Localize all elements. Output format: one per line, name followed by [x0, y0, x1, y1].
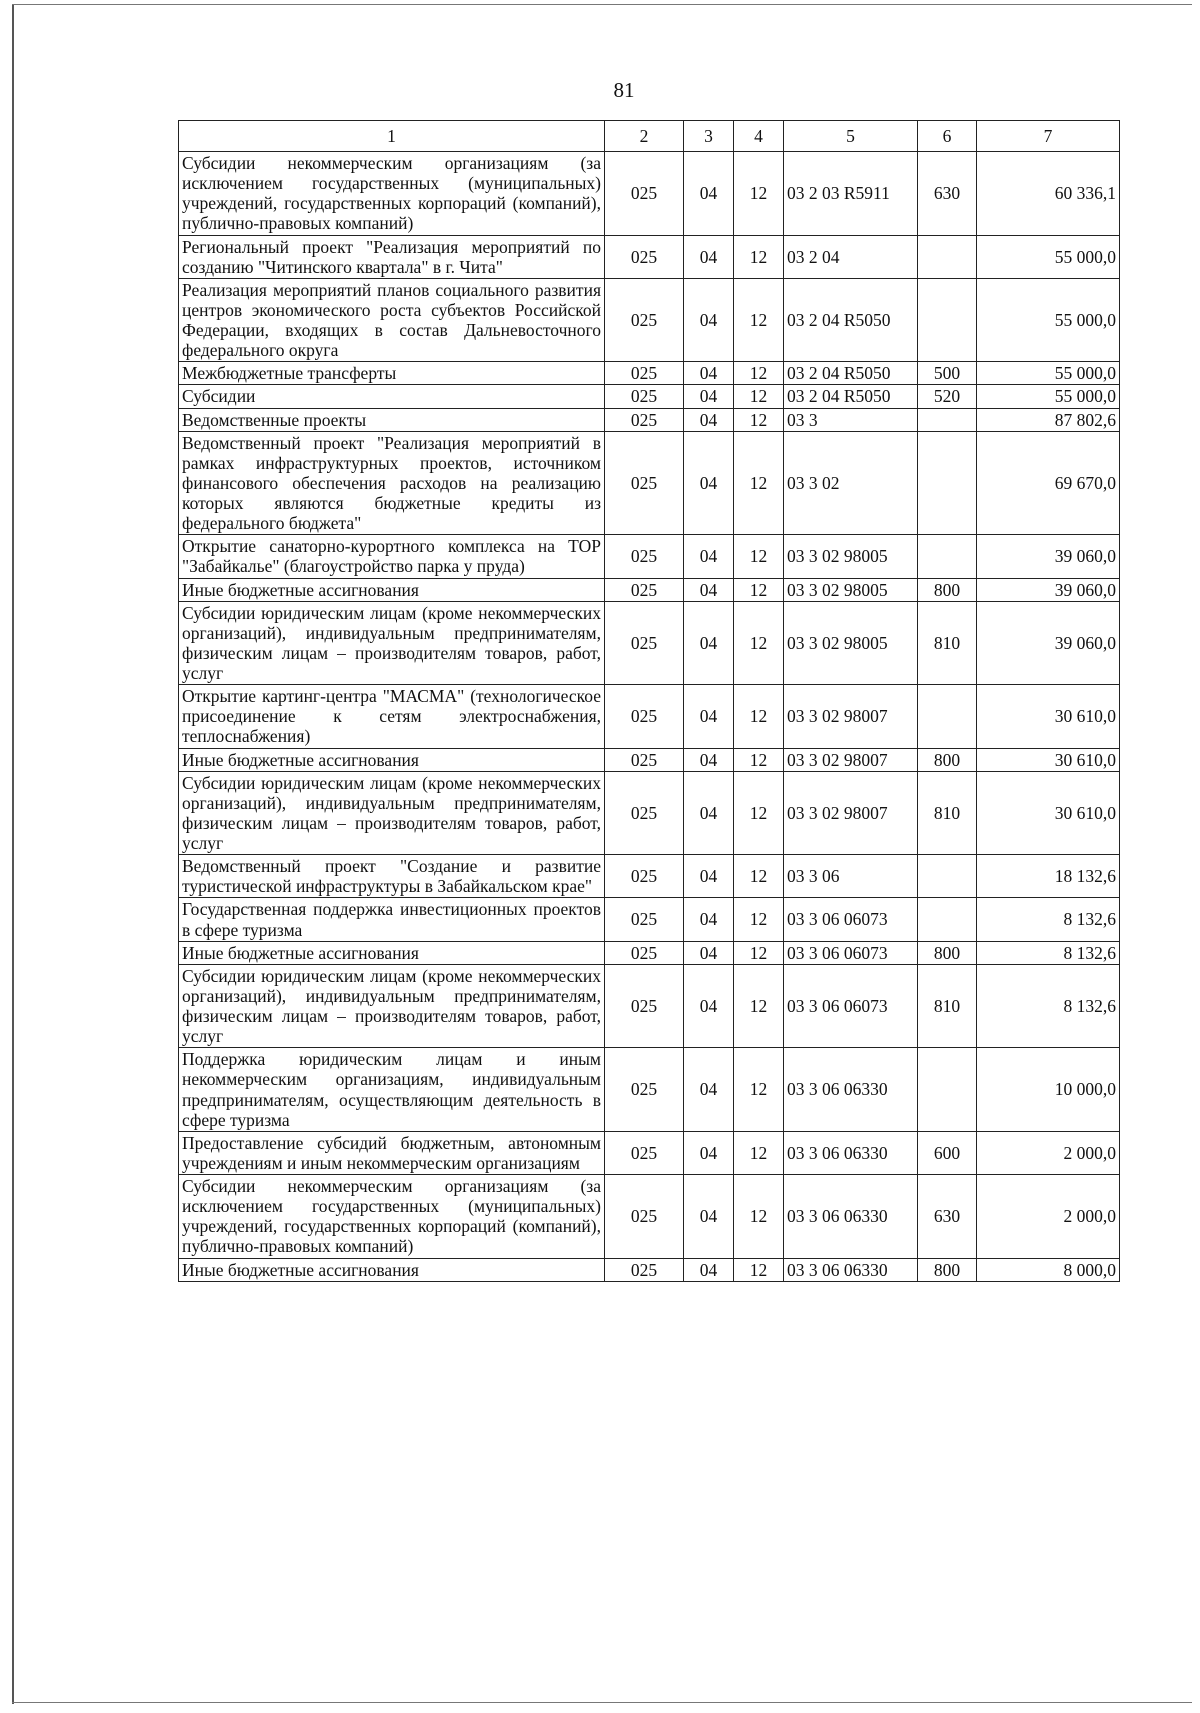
row-col4-cell: 12 [734, 1048, 784, 1132]
row-col2-cell: 025 [605, 362, 684, 385]
row-code-cell: 03 3 06 [784, 855, 918, 898]
row-amount-cell: 55 000,0 [977, 278, 1120, 362]
row-col4-cell: 12 [734, 278, 784, 362]
table-row [179, 278, 1120, 362]
row-amount-cell: 39 060,0 [977, 578, 1120, 601]
row-col3-cell: 04 [684, 1258, 734, 1281]
row-col6-cell: 800 [918, 578, 977, 601]
table-row [179, 1048, 1120, 1132]
row-amount-cell: 55 000,0 [977, 235, 1120, 278]
row-amount-cell: 8 132,6 [977, 898, 1120, 941]
row-name-cell: Межбюджетные трансферты [179, 362, 605, 385]
row-code-cell: 03 2 04 R5050 [784, 278, 918, 362]
row-col3-cell: 04 [684, 535, 734, 578]
row-col2-cell: 025 [605, 855, 684, 898]
header-cell: 2 [605, 121, 684, 152]
row-col2-cell: 025 [605, 1048, 684, 1132]
row-col3-cell: 04 [684, 1131, 734, 1174]
row-amount-cell: 10 000,0 [977, 1048, 1120, 1132]
row-col3-cell: 04 [684, 408, 734, 431]
row-col4-cell: 12 [734, 941, 784, 964]
row-code-cell: 03 3 06 06073 [784, 898, 918, 941]
row-col6-cell: 500 [918, 362, 977, 385]
row-col2-cell: 025 [605, 771, 684, 855]
row-amount-cell: 69 670,0 [977, 431, 1120, 535]
row-col2-cell: 025 [605, 578, 684, 601]
row-amount-cell: 39 060,0 [977, 601, 1120, 685]
row-name-cell: Региональный проект "Реализация мероприятий по созданию "Читинского квартала" в г. Чита" [179, 235, 605, 278]
row-col4-cell: 12 [734, 535, 784, 578]
header-cell: 5 [784, 121, 918, 152]
table-row [179, 855, 1120, 898]
row-col6-cell: 800 [918, 941, 977, 964]
row-name-cell: Ведомственные проекты [179, 408, 605, 431]
row-col4-cell: 12 [734, 235, 784, 278]
row-col4-cell: 12 [734, 1175, 784, 1259]
row-col6-cell: 810 [918, 771, 977, 855]
row-name-cell: Субсидии [179, 385, 605, 408]
row-col2-cell: 025 [605, 898, 684, 941]
table-row [179, 601, 1120, 685]
row-col2-cell: 025 [605, 685, 684, 748]
table-row [179, 431, 1120, 535]
header-cell: 1 [179, 121, 605, 152]
row-amount-cell: 8 132,6 [977, 941, 1120, 964]
table-row [179, 362, 1120, 385]
row-col4-cell: 12 [734, 898, 784, 941]
row-amount-cell: 55 000,0 [977, 385, 1120, 408]
row-col2-cell: 025 [605, 408, 684, 431]
row-col6-cell [918, 535, 977, 578]
table-row [179, 771, 1120, 855]
row-amount-cell: 39 060,0 [977, 535, 1120, 578]
row-col3-cell: 04 [684, 1048, 734, 1132]
row-col6-cell [918, 431, 977, 535]
row-col3-cell: 04 [684, 152, 734, 236]
row-name-cell: Субсидии юридическим лицам (кроме некоммерческих организаций), индивидуальным предпринимателям, физическим лицам – производителям товаров, работ, услуг [179, 771, 605, 855]
row-name-cell: Реализация мероприятий планов социального развития центров экономического роста субъектов Российской Федерации, входящих в состав Дальневосточного федерального округа [179, 278, 605, 362]
table-row [179, 578, 1120, 601]
row-name-cell: Субсидии некоммерческим организациям (за исключением государственных (муниципальных) учреждений, государственных корпораций (компаний), публично-правовых компаний) [179, 1175, 605, 1259]
row-code-cell: 03 3 02 98007 [784, 748, 918, 771]
row-code-cell: 03 3 02 98007 [784, 771, 918, 855]
table-row [179, 964, 1120, 1048]
row-col4-cell: 12 [734, 152, 784, 236]
row-name-cell: Иные бюджетные ассигнования [179, 748, 605, 771]
row-col4-cell: 12 [734, 408, 784, 431]
row-name-cell: Ведомственный проект "Создание и развитие туристической инфраструктуры в Забайкальском крае" [179, 855, 605, 898]
row-name-cell: Субсидии некоммерческим организациям (за исключением государственных (муниципальных) учреждений, государственных корпораций (компаний), публично-правовых компаний) [179, 152, 605, 236]
row-col3-cell: 04 [684, 941, 734, 964]
row-col6-cell: 810 [918, 601, 977, 685]
row-col6-cell: 630 [918, 1175, 977, 1259]
row-name-cell: Государственная поддержка инвестиционных проектов в сфере туризма [179, 898, 605, 941]
row-col6-cell: 520 [918, 385, 977, 408]
budget-table [178, 120, 1120, 1282]
row-col3-cell: 04 [684, 601, 734, 685]
scan-border-bottom [12, 1702, 1192, 1703]
row-amount-cell: 30 610,0 [977, 771, 1120, 855]
row-col6-cell [918, 898, 977, 941]
table-row [179, 748, 1120, 771]
row-code-cell: 03 3 06 06073 [784, 941, 918, 964]
row-col6-cell [918, 278, 977, 362]
row-code-cell: 03 3 06 06073 [784, 964, 918, 1048]
row-code-cell: 03 3 [784, 408, 918, 431]
row-amount-cell: 30 610,0 [977, 748, 1120, 771]
table-row [179, 1175, 1120, 1259]
row-amount-cell: 2 000,0 [977, 1175, 1120, 1259]
header-cell: 4 [734, 121, 784, 152]
row-col3-cell: 04 [684, 278, 734, 362]
row-amount-cell: 18 132,6 [977, 855, 1120, 898]
row-col6-cell: 800 [918, 748, 977, 771]
table-row [179, 1131, 1120, 1174]
row-code-cell: 03 3 02 [784, 431, 918, 535]
row-amount-cell: 8 132,6 [977, 964, 1120, 1048]
row-col3-cell: 04 [684, 235, 734, 278]
table-row [179, 898, 1120, 941]
row-col4-cell: 12 [734, 385, 784, 408]
row-col3-cell: 04 [684, 362, 734, 385]
row-col3-cell: 04 [684, 431, 734, 535]
table-row [179, 152, 1120, 236]
row-code-cell: 03 2 04 R5050 [784, 362, 918, 385]
row-col3-cell: 04 [684, 898, 734, 941]
row-col3-cell: 04 [684, 685, 734, 748]
row-col6-cell [918, 685, 977, 748]
row-col2-cell: 025 [605, 601, 684, 685]
page-number: 81 [613, 78, 635, 102]
row-col4-cell: 12 [734, 362, 784, 385]
row-col2-cell: 025 [605, 385, 684, 408]
row-col2-cell: 025 [605, 964, 684, 1048]
table-row [179, 685, 1120, 748]
row-col3-cell: 04 [684, 578, 734, 601]
row-col3-cell: 04 [684, 855, 734, 898]
row-col3-cell: 04 [684, 748, 734, 771]
row-col2-cell: 025 [605, 748, 684, 771]
row-name-cell: Открытие картинг-центра "МАСМА" (технологическое присоединение к сетям электроснабжения, теплоснабжения) [179, 685, 605, 748]
row-col4-cell: 12 [734, 685, 784, 748]
row-amount-cell: 2 000,0 [977, 1131, 1120, 1174]
row-col4-cell: 12 [734, 771, 784, 855]
row-col2-cell: 025 [605, 152, 684, 236]
row-col2-cell: 025 [605, 941, 684, 964]
row-code-cell: 03 3 06 06330 [784, 1175, 918, 1259]
row-col6-cell: 630 [918, 152, 977, 236]
table-row [179, 235, 1120, 278]
row-col6-cell [918, 855, 977, 898]
table-row [179, 385, 1120, 408]
row-col4-cell: 12 [734, 578, 784, 601]
row-col3-cell: 04 [684, 1175, 734, 1259]
row-code-cell: 03 3 02 98005 [784, 578, 918, 601]
table-header-row [179, 121, 1120, 152]
row-name-cell: Предоставление субсидий бюджетным, автономным учреждениям и иным некоммерческим организациям [179, 1131, 605, 1174]
row-code-cell: 03 2 04 R5050 [784, 385, 918, 408]
row-col4-cell: 12 [734, 1258, 784, 1281]
row-col2-cell: 025 [605, 431, 684, 535]
row-code-cell: 03 2 03 R5911 [784, 152, 918, 236]
row-col4-cell: 12 [734, 601, 784, 685]
row-col2-cell: 025 [605, 1258, 684, 1281]
row-code-cell: 03 3 02 98005 [784, 601, 918, 685]
row-col4-cell: 12 [734, 964, 784, 1048]
header-cell: 3 [684, 121, 734, 152]
row-amount-cell: 55 000,0 [977, 362, 1120, 385]
row-col4-cell: 12 [734, 855, 784, 898]
row-col4-cell: 12 [734, 748, 784, 771]
row-code-cell: 03 3 06 06330 [784, 1258, 918, 1281]
row-name-cell: Субсидии юридическим лицам (кроме некоммерческих организаций), индивидуальным предпринимателям, физическим лицам – производителям товаров, работ, услуг [179, 964, 605, 1048]
row-col2-cell: 025 [605, 535, 684, 578]
row-col6-cell: 810 [918, 964, 977, 1048]
row-code-cell: 03 3 02 98005 [784, 535, 918, 578]
header-cell: 6 [918, 121, 977, 152]
row-col6-cell: 800 [918, 1258, 977, 1281]
row-col6-cell [918, 408, 977, 431]
row-amount-cell: 30 610,0 [977, 685, 1120, 748]
row-col3-cell: 04 [684, 771, 734, 855]
row-col2-cell: 025 [605, 278, 684, 362]
scan-border-left [12, 4, 14, 1704]
row-col2-cell: 025 [605, 1131, 684, 1174]
table-row [179, 535, 1120, 578]
row-name-cell: Иные бюджетные ассигнования [179, 578, 605, 601]
row-col6-cell [918, 235, 977, 278]
row-name-cell: Ведомственный проект "Реализация мероприятий в рамках инфраструктурных проектов, источником финансового обеспечения расходов на реализацию которых являются бюджетные кредиты из федерального бюджета" [179, 431, 605, 535]
table-body [179, 152, 1120, 1282]
row-name-cell: Субсидии юридическим лицам (кроме некоммерческих организаций), индивидуальным предпринимателям, физическим лицам – производителям товаров, работ, услуг [179, 601, 605, 685]
row-col6-cell [918, 1048, 977, 1132]
row-amount-cell: 8 000,0 [977, 1258, 1120, 1281]
table-row [179, 941, 1120, 964]
row-col3-cell: 04 [684, 385, 734, 408]
table-row [179, 408, 1120, 431]
row-amount-cell: 60 336,1 [977, 152, 1120, 236]
header-cell: 7 [977, 121, 1120, 152]
row-col4-cell: 12 [734, 431, 784, 535]
row-col2-cell: 025 [605, 1175, 684, 1259]
row-col6-cell: 600 [918, 1131, 977, 1174]
row-name-cell: Открытие санаторно-курортного комплекса на ТОР "Забайкалье" (благоустройство парка у пруда) [179, 535, 605, 578]
row-code-cell: 03 2 04 [784, 235, 918, 278]
scan-border-top [12, 4, 1192, 5]
table-row [179, 1258, 1120, 1281]
row-col2-cell: 025 [605, 235, 684, 278]
row-name-cell: Поддержка юридическим лицам и иным некоммерческим организациям, индивидуальным предпринимателям, осуществляющим деятельность в сфере туризма [179, 1048, 605, 1132]
row-code-cell: 03 3 06 06330 [784, 1048, 918, 1132]
row-col4-cell: 12 [734, 1131, 784, 1174]
row-name-cell: Иные бюджетные ассигнования [179, 1258, 605, 1281]
row-col3-cell: 04 [684, 964, 734, 1048]
row-amount-cell: 87 802,6 [977, 408, 1120, 431]
row-code-cell: 03 3 06 06330 [784, 1131, 918, 1174]
row-name-cell: Иные бюджетные ассигнования [179, 941, 605, 964]
row-code-cell: 03 3 02 98007 [784, 685, 918, 748]
